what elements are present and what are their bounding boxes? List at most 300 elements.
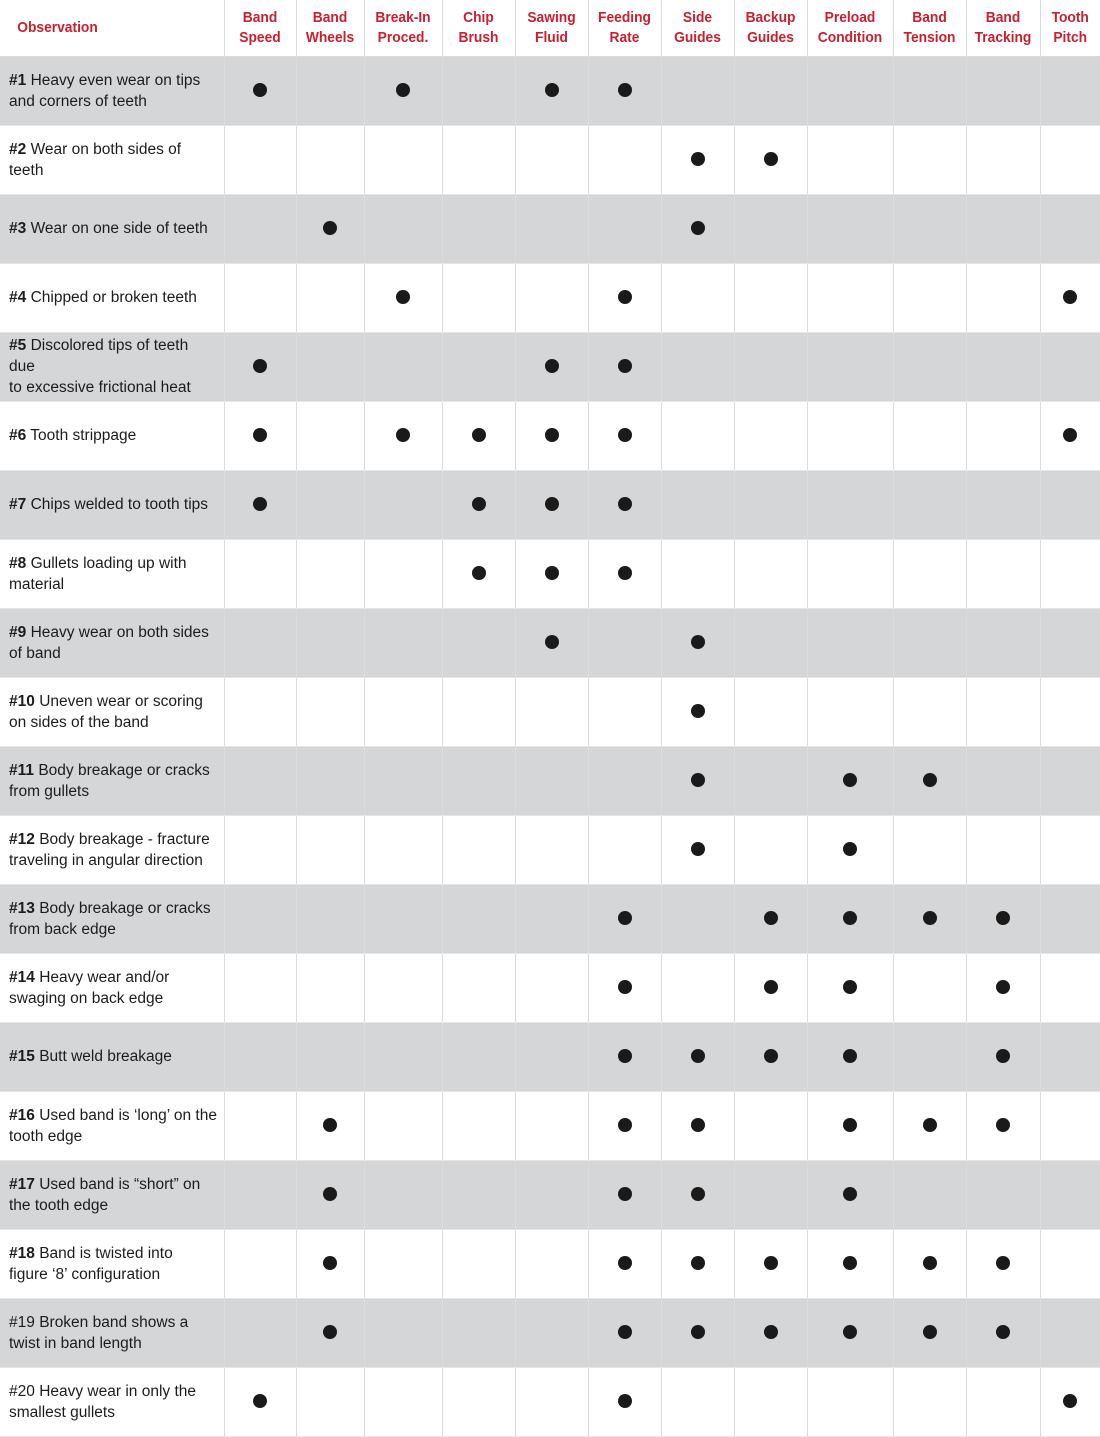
table-row	[0, 194, 1100, 263]
mark-cell	[588, 1229, 661, 1298]
bullet-dot-icon	[545, 635, 559, 649]
mark-cell	[734, 608, 807, 677]
mark-cell	[364, 1298, 442, 1367]
mark-cell	[296, 677, 364, 746]
observation-text: Body breakage or cracks	[38, 761, 210, 779]
mark-cell	[364, 194, 442, 263]
mark-cell	[807, 539, 893, 608]
mark-cell	[515, 884, 588, 953]
mark-cell	[807, 677, 893, 746]
mark-cell	[442, 263, 515, 332]
mark-cell	[661, 56, 734, 125]
mark-cell	[224, 677, 296, 746]
bullet-dot-icon	[764, 1049, 778, 1063]
bullet-dot-icon	[923, 773, 937, 787]
mark-cell	[296, 815, 364, 884]
bullet-dot-icon	[253, 83, 267, 97]
mark-cell	[515, 1022, 588, 1091]
observation-text: from gullets	[9, 782, 90, 800]
mark-cell	[224, 125, 296, 194]
mark-cell	[893, 401, 966, 470]
table-row	[0, 56, 1100, 125]
observation-number: #3	[9, 220, 27, 237]
mark-cell	[515, 677, 588, 746]
mark-cell	[734, 677, 807, 746]
mark-cell	[296, 953, 364, 1022]
bullet-dot-icon	[618, 1394, 632, 1408]
mark-cell	[515, 815, 588, 884]
mark-cell	[1040, 953, 1100, 1022]
mark-cell	[661, 746, 734, 815]
observation-text: Heavy even wear on tips	[30, 71, 201, 89]
bullet-dot-icon	[691, 842, 705, 856]
column-header	[518, 0, 585, 56]
mark-cell	[442, 953, 515, 1022]
mark-cell	[966, 884, 1040, 953]
column-header-line: Fluid	[535, 28, 568, 46]
observation-cell	[0, 953, 224, 1022]
bullet-dot-icon	[691, 1187, 705, 1201]
mark-cell	[296, 1367, 364, 1436]
column-header-line: Rate	[609, 28, 640, 46]
mark-cell	[364, 539, 442, 608]
mark-cell	[807, 332, 893, 401]
bullet-dot-icon	[545, 497, 559, 511]
bullet-dot-icon	[691, 1256, 705, 1270]
mark-cell	[296, 746, 364, 815]
column-header-line: Preload	[824, 8, 876, 26]
mark-cell	[588, 815, 661, 884]
mark-cell	[734, 1022, 807, 1091]
table-row	[0, 263, 1100, 332]
observation-text: Uneven wear or scoring	[39, 692, 203, 710]
mark-cell	[893, 263, 966, 332]
mark-cell	[224, 401, 296, 470]
mark-cell	[296, 1091, 364, 1160]
bullet-dot-icon	[691, 635, 705, 649]
table-row	[0, 884, 1100, 953]
mark-cell	[661, 815, 734, 884]
mark-cell	[442, 125, 515, 194]
observation-cell	[0, 263, 224, 332]
bullet-dot-icon	[618, 83, 632, 97]
mark-cell	[296, 1229, 364, 1298]
observation-number: #1	[9, 71, 27, 89]
mark-cell	[442, 884, 515, 953]
mark-cell	[364, 1022, 442, 1091]
mark-cell	[734, 746, 807, 815]
mark-cell	[442, 194, 515, 263]
mark-cell	[296, 401, 364, 470]
mark-cell	[515, 401, 588, 470]
bullet-dot-icon	[843, 911, 857, 925]
mark-cell	[807, 746, 893, 815]
mark-cell	[442, 1091, 515, 1160]
mark-cell	[588, 332, 661, 401]
observation-number: #20	[9, 1382, 35, 1400]
observation-number: #15	[9, 1048, 35, 1065]
column-header-line: Wheels	[305, 28, 355, 46]
column-header-line: Band	[985, 8, 1021, 26]
mark-cell	[515, 332, 588, 401]
table-row	[0, 1160, 1100, 1229]
mark-cell	[296, 1022, 364, 1091]
column-header-line: Guides	[674, 28, 721, 46]
column-header	[737, 0, 804, 56]
mark-cell	[364, 263, 442, 332]
mark-cell	[893, 1022, 966, 1091]
mark-cell	[364, 332, 442, 401]
mark-cell	[224, 1298, 296, 1367]
mark-cell	[661, 539, 734, 608]
bullet-dot-icon	[923, 911, 937, 925]
mark-cell	[515, 953, 588, 1022]
mark-cell	[966, 263, 1040, 332]
mark-cell	[364, 677, 442, 746]
mark-cell	[1040, 884, 1100, 953]
observation-header: Observation	[9, 0, 215, 56]
bullet-dot-icon	[1063, 290, 1077, 304]
mark-cell	[966, 332, 1040, 401]
mark-cell	[893, 194, 966, 263]
observation-text: traveling in angular direction	[9, 851, 203, 869]
mark-cell	[1040, 539, 1100, 608]
mark-cell	[807, 1091, 893, 1160]
mark-cell	[1040, 1298, 1100, 1367]
mark-cell	[807, 125, 893, 194]
observation-cell	[0, 884, 224, 953]
bullet-dot-icon	[764, 1256, 778, 1270]
column-header	[896, 0, 963, 56]
mark-cell	[224, 1229, 296, 1298]
mark-cell	[966, 608, 1040, 677]
mark-cell	[893, 125, 966, 194]
mark-cell	[661, 677, 734, 746]
mark-cell	[893, 953, 966, 1022]
mark-cell	[1040, 1367, 1100, 1436]
bullet-dot-icon	[843, 1187, 857, 1201]
column-header-line: Break-In	[375, 8, 431, 26]
column-header-line: Sawing	[527, 8, 576, 26]
mark-cell	[442, 746, 515, 815]
mark-cell	[442, 539, 515, 608]
column-header-line: Band	[912, 8, 947, 26]
mark-cell	[442, 1022, 515, 1091]
mark-cell	[224, 746, 296, 815]
column-header-line: Tooth	[1051, 8, 1089, 26]
observation-cell	[0, 401, 224, 470]
mark-cell	[966, 1091, 1040, 1160]
bullet-dot-icon	[618, 428, 632, 442]
observation-text: tooth edge	[9, 1127, 83, 1145]
mark-cell	[364, 1367, 442, 1436]
bullet-dot-icon	[545, 83, 559, 97]
bullet-dot-icon	[323, 1187, 337, 1201]
bullet-dot-icon	[843, 1118, 857, 1132]
mark-cell	[966, 56, 1040, 125]
observation-number: #18	[9, 1244, 35, 1262]
mark-cell	[224, 263, 296, 332]
mark-cell	[734, 1229, 807, 1298]
column-header-line: Proced.	[377, 28, 429, 46]
mark-cell	[296, 470, 364, 539]
mark-cell	[515, 125, 588, 194]
mark-cell	[224, 1160, 296, 1229]
bullet-dot-icon	[618, 497, 632, 511]
mark-cell	[807, 56, 893, 125]
mark-cell	[296, 1298, 364, 1367]
mark-cell	[807, 263, 893, 332]
column-header	[969, 0, 1037, 56]
bullet-dot-icon	[472, 566, 486, 580]
bullet-dot-icon	[843, 980, 857, 994]
mark-cell	[661, 884, 734, 953]
bullet-dot-icon	[323, 1256, 337, 1270]
column-header	[664, 0, 731, 56]
bullet-dot-icon	[764, 980, 778, 994]
mark-cell	[442, 1160, 515, 1229]
mark-cell	[296, 608, 364, 677]
mark-cell	[364, 1229, 442, 1298]
table-row	[0, 815, 1100, 884]
mark-cell	[1040, 815, 1100, 884]
mark-cell	[807, 1160, 893, 1229]
mark-cell	[364, 608, 442, 677]
mark-cell	[661, 1160, 734, 1229]
mark-cell	[966, 1298, 1040, 1367]
bullet-dot-icon	[764, 1325, 778, 1339]
mark-cell	[661, 194, 734, 263]
mark-cell	[364, 746, 442, 815]
mark-cell	[893, 539, 966, 608]
table-row	[0, 608, 1100, 677]
mark-cell	[1040, 1160, 1100, 1229]
bullet-dot-icon	[618, 566, 632, 580]
mark-cell	[807, 470, 893, 539]
bullet-dot-icon	[923, 1256, 937, 1270]
bullet-dot-icon	[396, 428, 410, 442]
observation-text: swaging on back edge	[9, 989, 164, 1007]
mark-cell	[588, 677, 661, 746]
mark-cell	[734, 884, 807, 953]
observation-text: the tooth edge	[9, 1196, 109, 1214]
column-header-line: Side	[682, 8, 713, 26]
column-header	[299, 0, 362, 56]
bullet-dot-icon	[691, 1325, 705, 1339]
mark-cell	[224, 1022, 296, 1091]
mark-cell	[296, 56, 364, 125]
mark-cell	[588, 746, 661, 815]
bullet-dot-icon	[843, 1049, 857, 1063]
mark-cell	[807, 1229, 893, 1298]
bullet-dot-icon	[843, 773, 857, 787]
mark-cell	[966, 677, 1040, 746]
observation-text: Used band is ‘long’ on the	[39, 1106, 217, 1124]
mark-cell	[588, 539, 661, 608]
bullet-dot-icon	[691, 704, 705, 718]
observation-text: Wear on both sides of teeth	[9, 140, 182, 179]
observation-number: #9	[9, 623, 27, 641]
mark-cell	[224, 194, 296, 263]
bullet-dot-icon	[691, 1118, 705, 1132]
table-row	[0, 332, 1100, 401]
mark-cell	[734, 263, 807, 332]
mark-cell	[893, 608, 966, 677]
observation-number: #19	[9, 1313, 35, 1331]
mark-cell	[734, 194, 807, 263]
mark-cell	[807, 194, 893, 263]
mark-cell	[515, 1229, 588, 1298]
mark-cell	[734, 815, 807, 884]
bullet-dot-icon	[618, 1256, 632, 1270]
mark-cell	[807, 1022, 893, 1091]
bullet-dot-icon	[843, 1325, 857, 1339]
mark-cell	[807, 953, 893, 1022]
mark-cell	[588, 1367, 661, 1436]
mark-cell	[734, 332, 807, 401]
bullet-dot-icon	[618, 290, 632, 304]
table-row	[0, 1022, 1100, 1091]
mark-cell	[588, 608, 661, 677]
mark-cell	[224, 56, 296, 125]
mark-cell	[442, 401, 515, 470]
observation-number: #14	[9, 968, 35, 986]
mark-cell	[1040, 608, 1100, 677]
bullet-dot-icon	[764, 152, 778, 166]
table-row	[0, 401, 1100, 470]
mark-cell	[734, 125, 807, 194]
bullet-dot-icon	[996, 1256, 1010, 1270]
mark-cell	[515, 608, 588, 677]
column-header-line: Guides	[747, 28, 794, 46]
bullet-dot-icon	[691, 152, 705, 166]
mark-cell	[661, 401, 734, 470]
observation-text: smallest gullets	[9, 1403, 115, 1421]
mark-cell	[442, 1229, 515, 1298]
mark-cell	[1040, 470, 1100, 539]
column-header-line: Pitch	[1053, 28, 1088, 46]
mark-cell	[661, 470, 734, 539]
mark-cell	[296, 194, 364, 263]
mark-cell	[966, 1367, 1040, 1436]
mark-cell	[893, 332, 966, 401]
mark-cell	[661, 125, 734, 194]
bullet-dot-icon	[843, 842, 857, 856]
table-row	[0, 1367, 1100, 1436]
mark-cell	[224, 608, 296, 677]
mark-cell	[588, 401, 661, 470]
observation-text: Tooth strippage	[30, 427, 137, 444]
mark-cell	[515, 1091, 588, 1160]
mark-cell	[734, 1367, 807, 1436]
mark-cell	[734, 401, 807, 470]
mark-cell	[661, 1298, 734, 1367]
mark-cell	[588, 1160, 661, 1229]
mark-cell	[734, 1298, 807, 1367]
observation-text: Wear on one side of teeth	[30, 220, 208, 237]
observation-text: Broken band shows a	[39, 1313, 189, 1331]
mark-cell	[224, 815, 296, 884]
column-header	[1042, 0, 1097, 56]
mark-cell	[893, 1229, 966, 1298]
mark-cell	[966, 1229, 1040, 1298]
observation-number: #5	[9, 337, 27, 354]
mark-cell	[588, 56, 661, 125]
mark-cell	[364, 953, 442, 1022]
mark-cell	[442, 470, 515, 539]
mark-cell	[296, 1160, 364, 1229]
mark-cell	[224, 332, 296, 401]
observation-cell	[0, 332, 224, 401]
observation-cell	[0, 1229, 224, 1298]
mark-cell	[296, 332, 364, 401]
bullet-dot-icon	[1063, 1394, 1077, 1408]
observation-text: figure ‘8’ configuration	[9, 1265, 161, 1283]
mark-cell	[1040, 56, 1100, 125]
bullet-dot-icon	[253, 1394, 267, 1408]
column-header	[810, 0, 889, 56]
bullet-dot-icon	[691, 1049, 705, 1063]
mark-cell	[893, 470, 966, 539]
observation-text: Body breakage - fracture	[39, 830, 210, 848]
observation-text: Chipped or broken teeth	[30, 289, 197, 306]
bullet-dot-icon	[996, 911, 1010, 925]
table-row	[0, 1298, 1100, 1367]
bullet-dot-icon	[396, 83, 410, 97]
observation-number: #16	[9, 1106, 35, 1124]
mark-cell	[296, 263, 364, 332]
table-row	[0, 677, 1100, 746]
mark-cell	[661, 1091, 734, 1160]
mark-cell	[1040, 125, 1100, 194]
mark-cell	[1040, 332, 1100, 401]
mark-cell	[1040, 1229, 1100, 1298]
bullet-dot-icon	[253, 497, 267, 511]
table-row	[0, 470, 1100, 539]
bullet-dot-icon	[691, 773, 705, 787]
mark-cell	[588, 1298, 661, 1367]
mark-cell	[807, 1298, 893, 1367]
bullet-dot-icon	[472, 497, 486, 511]
observation-number: #13	[9, 899, 35, 917]
table-row	[0, 1229, 1100, 1298]
mark-cell	[296, 884, 364, 953]
column-header	[445, 0, 512, 56]
bullet-dot-icon	[618, 1325, 632, 1339]
mark-cell	[966, 194, 1040, 263]
bullet-dot-icon	[253, 428, 267, 442]
mark-cell	[364, 125, 442, 194]
mark-cell	[296, 125, 364, 194]
mark-cell	[515, 1298, 588, 1367]
observation-text: Body breakage or cracks	[39, 899, 211, 917]
mark-cell	[734, 539, 807, 608]
observation-text: twist in band length	[9, 1334, 142, 1352]
observation-text: of band	[9, 644, 61, 662]
observation-text: Heavy wear on both sides	[30, 623, 209, 641]
bullet-dot-icon	[923, 1325, 937, 1339]
observation-number: #2	[9, 140, 27, 158]
column-header-line: Brush	[458, 28, 499, 46]
table-row	[0, 1091, 1100, 1160]
mark-cell	[442, 608, 515, 677]
mark-cell	[515, 746, 588, 815]
observation-text: Butt weld breakage	[39, 1048, 172, 1065]
mark-cell	[364, 401, 442, 470]
mark-cell	[1040, 1022, 1100, 1091]
mark-cell	[1040, 194, 1100, 263]
bullet-dot-icon	[843, 1256, 857, 1270]
